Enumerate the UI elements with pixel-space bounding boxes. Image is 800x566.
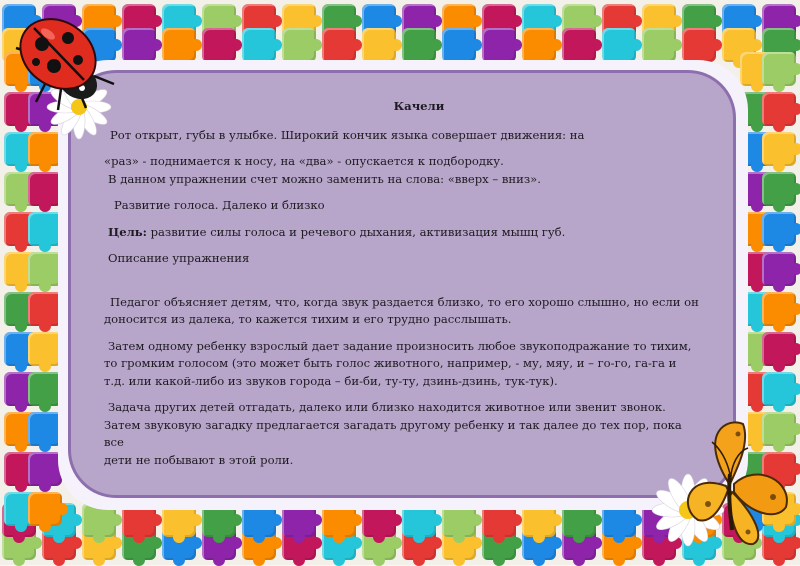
puzzle-piece (242, 28, 276, 62)
puzzle-piece (402, 28, 436, 62)
paragraph-line: дети не побывают в этой роли. (104, 452, 294, 467)
paragraph-line: В данном упражнении счет можно заменить на слова: «вверх – вниз». (108, 171, 541, 186)
puzzle-piece (762, 292, 796, 326)
puzzle-piece (482, 28, 516, 62)
paragraph-line: т.д. или какой-либо из звуков города – би-би, ту-ту, дзинь-дзинь, тук-тук). (104, 373, 558, 388)
paragraph-line: Задача других детей отгадать, далеко или близко находится животное или звенит звонок. (108, 400, 666, 414)
puzzle-piece (762, 332, 796, 366)
puzzle-piece (682, 28, 716, 62)
puzzle-piece (28, 292, 62, 326)
puzzle-piece (762, 212, 796, 246)
puzzle-piece (762, 372, 796, 406)
paragraph-line: «раз» - поднимается к носу, на «два» - опускается к подбородку. (104, 154, 504, 168)
puzzle-piece (762, 172, 796, 206)
puzzle-piece (442, 28, 476, 62)
puzzle-piece (522, 28, 556, 62)
puzzle-piece (602, 28, 636, 62)
puzzle-piece (762, 52, 796, 86)
goal-line (104, 224, 704, 242)
puzzle-piece (202, 28, 236, 62)
section-title: Развитие голоса. Далеко и близко (114, 198, 325, 212)
puzzle-piece (162, 28, 196, 62)
paragraph-line: доносится из далека, то кажется тихим и его трудно расслышать. (104, 312, 512, 326)
paragraph-line: Затем звуковую загадку предлагается загадать другому ребенку и так далее до тех пор, пока все (104, 417, 682, 449)
puzzle-piece (362, 28, 396, 62)
goal-text: развитие силы голоса и речевого дыхания, активизация мышц губ. (146, 224, 566, 239)
puzzle-piece (642, 28, 676, 62)
puzzle-piece (282, 28, 316, 62)
paragraph-line: Рот открыт, губы в улыбке. Широкий кончик языка совершает движения: на (110, 127, 585, 142)
puzzle-piece (28, 212, 62, 246)
description-heading: Описание упражнения (108, 251, 250, 265)
puzzle-piece (28, 332, 62, 366)
puzzle-piece (762, 132, 796, 166)
puzzle-piece (762, 92, 796, 126)
puzzle-piece (28, 172, 62, 206)
puzzle-piece (122, 28, 156, 62)
paragraph-line: то громким голосом (это может быть голос животного, например, - му, мяу, и – го-го, га-га и (104, 356, 677, 370)
puzzle-piece (28, 252, 62, 286)
paragraph-line: Затем одному ребенку взрослый дает задание произносить любое звукоподражание то тихим, (108, 338, 692, 353)
puzzle-piece (322, 28, 356, 62)
goal-label: Цель: (108, 224, 147, 239)
puzzle-piece (28, 372, 62, 406)
puzzle-piece (28, 492, 62, 526)
puzzle-piece (562, 28, 596, 62)
exercise-text (104, 98, 704, 469)
puzzle-piece (28, 452, 62, 486)
paragraph-line: Педагог объясняет детям, что, когда звук раздается близко, то его хорошо слышно, но если он (110, 294, 699, 309)
puzzle-piece (28, 412, 62, 446)
puzzle-piece (762, 252, 796, 286)
page-title: Качели (393, 99, 445, 113)
